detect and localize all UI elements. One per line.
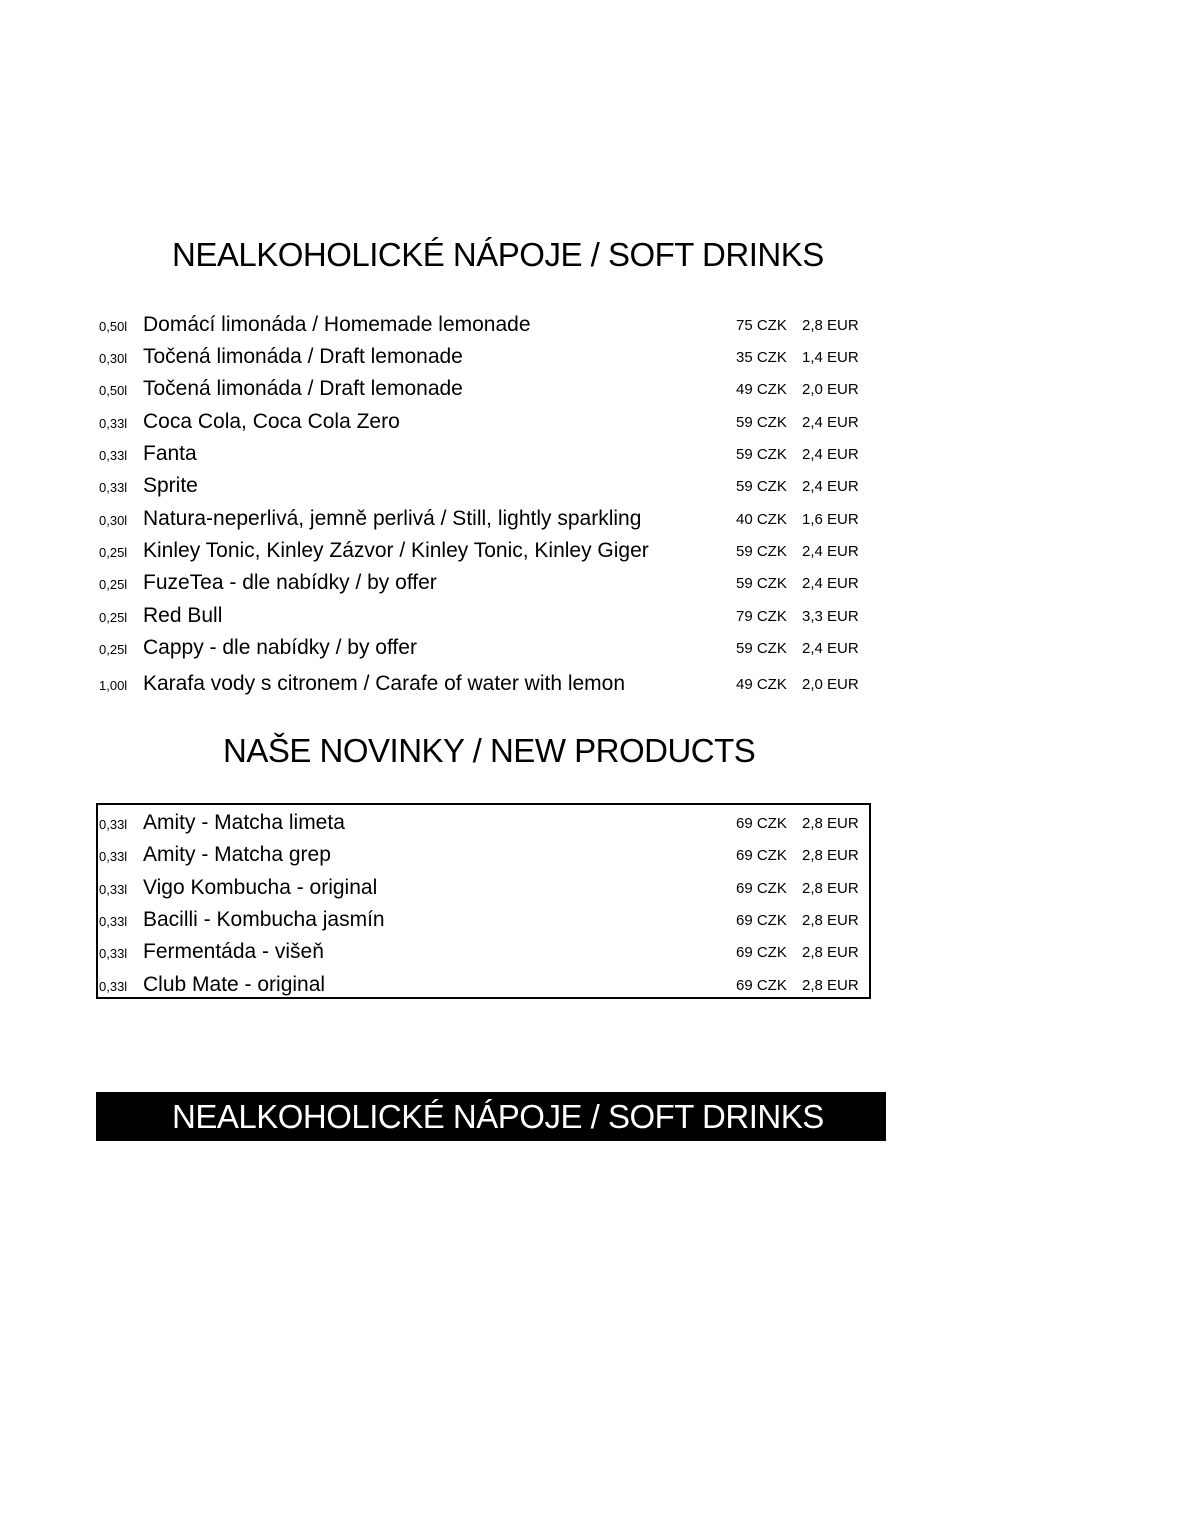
item-price-czk: 69 CZK	[736, 880, 787, 897]
item-volume: 0,50l	[99, 319, 128, 334]
item-price-czk: 69 CZK	[736, 912, 787, 929]
item-price-czk: 69 CZK	[736, 944, 787, 961]
item-name: Red Bull	[143, 604, 223, 627]
item-volume: 1,00l	[99, 678, 128, 693]
item-volume: 0,33l	[99, 979, 128, 994]
item-name: Sprite	[143, 474, 198, 497]
menu-row	[99, 371, 869, 401]
item-volume: 0,33l	[99, 416, 128, 431]
item-volume: 0,33l	[99, 817, 128, 832]
item-volume: 0,33l	[99, 480, 128, 495]
item-volume: 0,33l	[99, 882, 128, 897]
item-price-czk: 59 CZK	[736, 478, 787, 495]
item-volume: 0,25l	[99, 642, 128, 657]
item-price-eur: 2,8 EUR	[802, 317, 859, 334]
item-price-eur: 2,0 EUR	[802, 676, 859, 693]
item-price-eur: 2,8 EUR	[802, 847, 859, 864]
menu-row	[99, 501, 869, 531]
item-price-czk: 59 CZK	[736, 446, 787, 463]
item-price-czk: 35 CZK	[736, 349, 787, 366]
item-price-eur: 2,8 EUR	[802, 944, 859, 961]
item-price-czk: 40 CZK	[736, 511, 787, 528]
item-volume: 0,33l	[99, 914, 128, 929]
menu-row	[99, 565, 869, 595]
item-price-eur: 2,4 EUR	[802, 446, 859, 463]
item-name: Natura-neperlivá, jemně perlivá / Still, lightly sparkling	[143, 507, 642, 530]
menu-row	[99, 436, 869, 466]
item-volume: 0,25l	[99, 610, 128, 625]
item-name: Točená limonáda / Draft lemonade	[143, 377, 463, 400]
menu-row	[99, 468, 869, 498]
item-volume: 0,30l	[99, 351, 128, 366]
item-price-czk: 75 CZK	[736, 317, 787, 334]
item-price-czk: 69 CZK	[736, 815, 787, 832]
item-name: Domácí limonáda / Homemade lemonade	[143, 313, 531, 336]
item-price-czk: 59 CZK	[736, 575, 787, 592]
item-volume: 0,30l	[99, 513, 128, 528]
item-price-eur: 2,4 EUR	[802, 575, 859, 592]
new-products-title: NAŠE NOVINKY / NEW PRODUCTS	[223, 732, 756, 769]
menu-row	[99, 630, 869, 660]
item-price-eur: 2,4 EUR	[802, 478, 859, 495]
item-volume: 0,33l	[99, 448, 128, 463]
item-name: Fanta	[143, 442, 197, 465]
menu-row	[99, 837, 869, 867]
item-name: FuzeTea - dle nabídky / by offer	[143, 571, 437, 594]
item-price-czk: 69 CZK	[736, 847, 787, 864]
item-price-czk: 49 CZK	[736, 676, 787, 693]
item-name: Karafa vody s citronem / Carafe of water with lemon	[143, 672, 626, 695]
menu-row	[99, 533, 869, 563]
menu-row	[99, 902, 869, 932]
item-name: Club Mate - original	[143, 973, 326, 996]
item-price-czk: 79 CZK	[736, 608, 787, 625]
menu-row	[99, 404, 869, 434]
menu-row	[99, 934, 869, 964]
section-header-bar	[96, 1092, 886, 1141]
item-price-eur: 2,8 EUR	[802, 815, 859, 832]
item-volume: 0,25l	[99, 545, 128, 560]
item-price-eur: 3,3 EUR	[802, 608, 859, 625]
item-volume: 0,33l	[99, 849, 128, 864]
menu-row	[99, 666, 869, 696]
item-price-eur: 2,4 EUR	[802, 543, 859, 560]
item-name: Bacilli - Kombucha jasmín	[143, 908, 385, 931]
menu-row	[99, 967, 869, 997]
item-name: Točená limonáda / Draft lemonade	[143, 345, 463, 368]
item-name: Amity - Matcha limeta	[143, 811, 345, 834]
menu-row	[99, 805, 869, 835]
item-price-czk: 49 CZK	[736, 381, 787, 398]
item-price-eur: 1,6 EUR	[802, 511, 859, 528]
item-volume: 0,50l	[99, 383, 128, 398]
item-price-czk: 59 CZK	[736, 414, 787, 431]
item-name: Fermentáda - višeň	[143, 940, 324, 963]
item-name: Amity - Matcha grep	[143, 843, 331, 866]
item-volume: 0,25l	[99, 577, 128, 592]
menu-row	[99, 307, 869, 337]
item-name: Coca Cola, Coca Cola Zero	[143, 410, 400, 433]
item-name: Kinley Tonic, Kinley Zázvor / Kinley Tonic, Kinley Giger	[143, 539, 649, 562]
menu-row	[99, 598, 869, 628]
item-price-eur: 2,8 EUR	[802, 880, 859, 897]
item-price-eur: 1,4 EUR	[802, 349, 859, 366]
item-price-eur: 2,4 EUR	[802, 640, 859, 657]
menu-row	[99, 339, 869, 369]
item-price-czk: 59 CZK	[736, 543, 787, 560]
item-price-czk: 59 CZK	[736, 640, 787, 657]
soft-drinks-title: NEALKOHOLICKÉ NÁPOJE / SOFT DRINKS	[172, 236, 824, 273]
section-header-title: NEALKOHOLICKÉ NÁPOJE / SOFT DRINKS	[172, 1098, 824, 1135]
item-price-eur: 2,0 EUR	[802, 381, 859, 398]
menu-row	[99, 870, 869, 900]
item-price-eur: 2,8 EUR	[802, 912, 859, 929]
item-volume: 0,33l	[99, 946, 128, 961]
item-price-czk: 69 CZK	[736, 977, 787, 994]
item-price-eur: 2,8 EUR	[802, 977, 859, 994]
item-price-eur: 2,4 EUR	[802, 414, 859, 431]
item-name: Cappy - dle nabídky / by offer	[143, 636, 417, 659]
item-name: Vigo Kombucha - original	[143, 876, 378, 899]
